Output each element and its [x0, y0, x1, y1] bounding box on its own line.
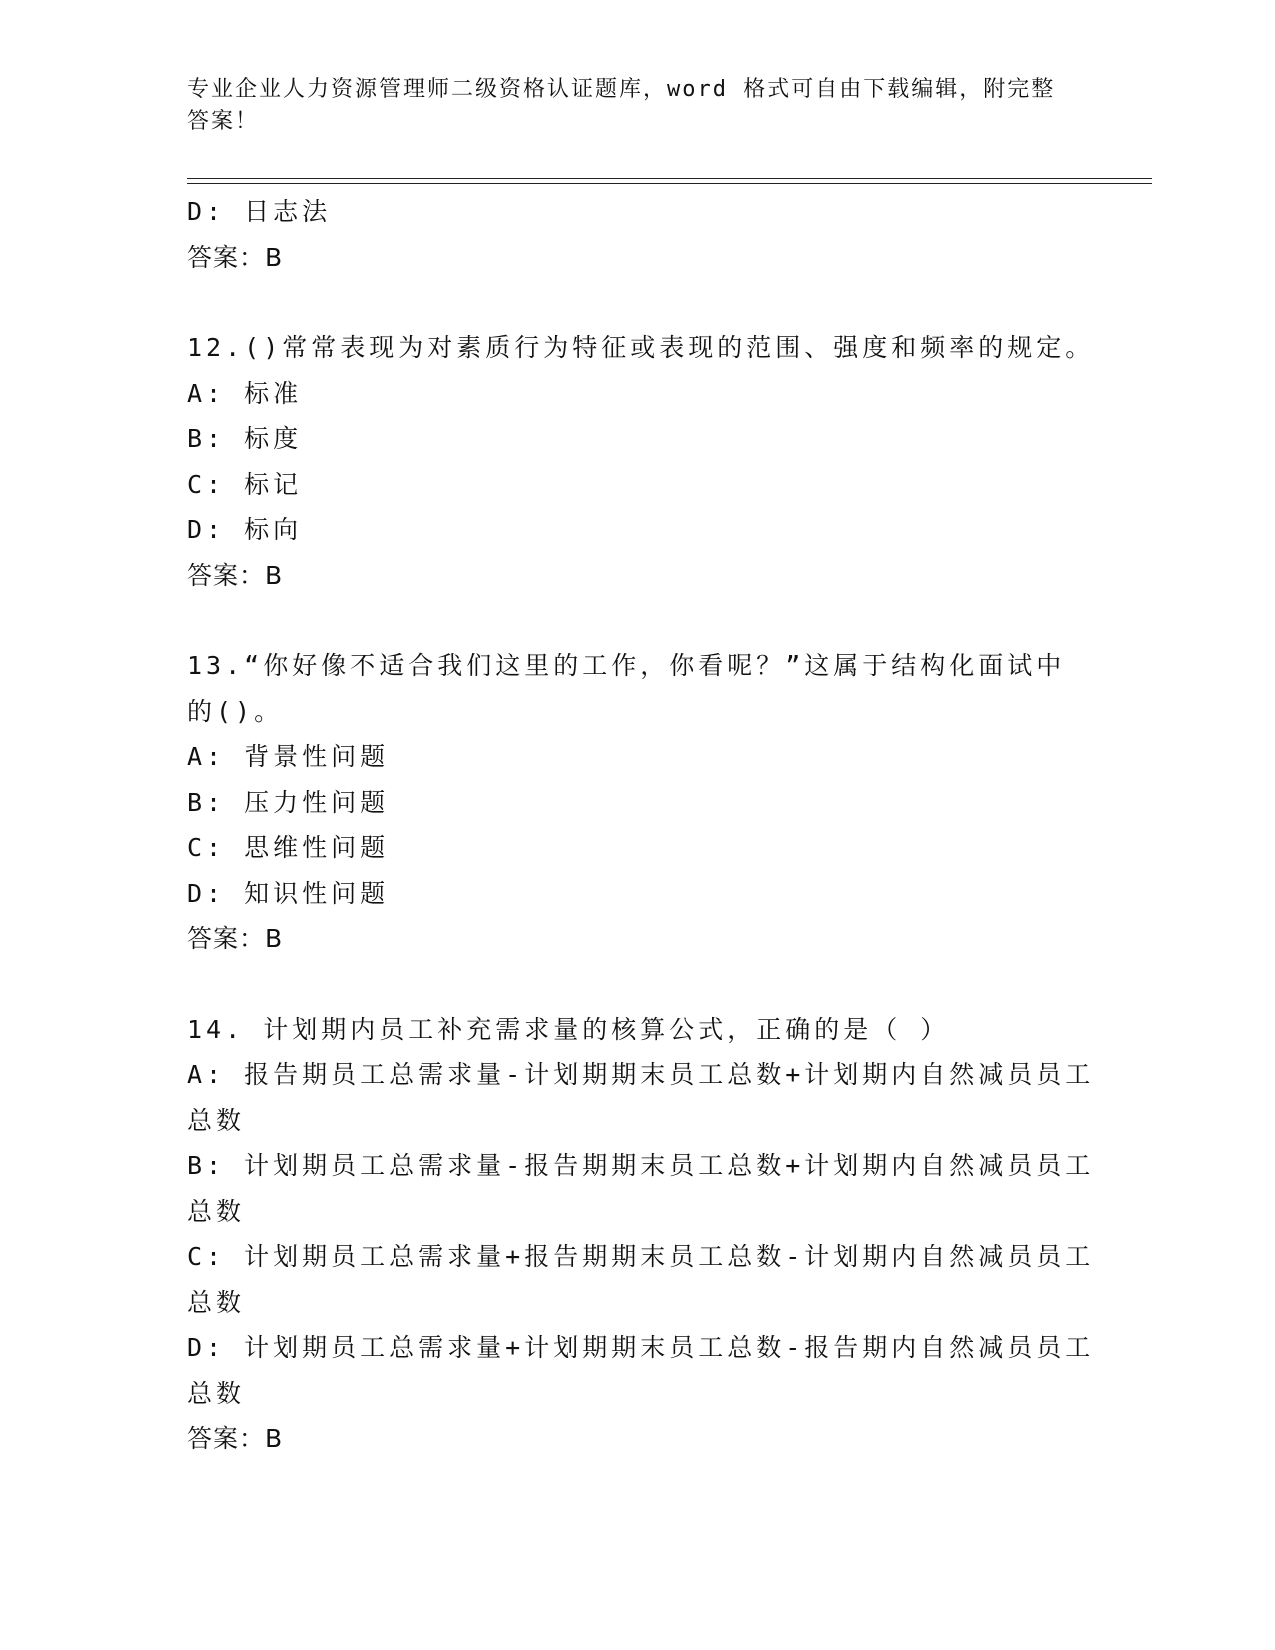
option-a-line-1: A: 报告期员工总需求量-计划期期末员工总数+计划期内自然减员员工: [187, 1060, 1095, 1089]
answer-line: 答案：B: [187, 242, 284, 272]
answer-line: 答案：B: [187, 560, 284, 590]
question-12: [187, 325, 1095, 598]
answer-line: 答案：B: [187, 1424, 284, 1453]
option-b-line-2: 总数: [187, 1196, 246, 1226]
option-a-line-2: 总数: [187, 1105, 246, 1135]
question-stem-line-1: 13.“你好像不适合我们这里的工作，你看呢？”这属于结构化面试中: [187, 651, 1066, 680]
option-c-line-2: 总数: [187, 1287, 246, 1317]
header-divider-top: [187, 178, 1152, 179]
question-stem: 14. 计划期内员工补充需求量的核算公式，正确的是（ ）: [187, 1014, 950, 1044]
option-b: B: 标度: [187, 424, 303, 453]
option-b-line-1: B: 计划期员工总需求量-报告期期末员工总数+计划期内自然减员员工: [187, 1151, 1095, 1180]
page-header: 专业企业人力资源管理师二级资格认证题库，word 格式可自由下载编辑，附完整答案！: [187, 77, 1056, 134]
option-d: D: 知识性问题: [187, 878, 390, 908]
option-d: D: 标向: [187, 515, 303, 544]
document-body: [187, 189, 1095, 1462]
answer-line: 答案：B: [187, 924, 284, 953]
question-stem: 12.()常常表现为对素质行为特征或表现的范围、强度和频率的规定。: [187, 333, 1095, 362]
question-stem-line-2: 的()。: [187, 696, 284, 726]
question-13: [187, 643, 1067, 962]
header-divider-bottom: [187, 183, 1152, 184]
option-c: C: 思维性问题: [187, 833, 390, 862]
option-a: A: 背景性问题: [187, 742, 390, 771]
question-14: [187, 1007, 1095, 1462]
option-a: A: 标准: [187, 378, 303, 408]
option-c: C: 标记: [187, 469, 303, 499]
option-d-line-2: 总数: [187, 1378, 246, 1408]
option-d: D: 日志法: [187, 197, 332, 226]
question-11-tail: [187, 189, 1067, 280]
option-d-line-1: D: 计划期员工总需求量+计划期期末员工总数-报告期内自然减员员工: [187, 1333, 1095, 1362]
option-c-line-1: C: 计划期员工总需求量+报告期期末员工总数-计划期内自然减员员工: [187, 1242, 1095, 1271]
option-b: B: 压力性问题: [187, 787, 390, 817]
